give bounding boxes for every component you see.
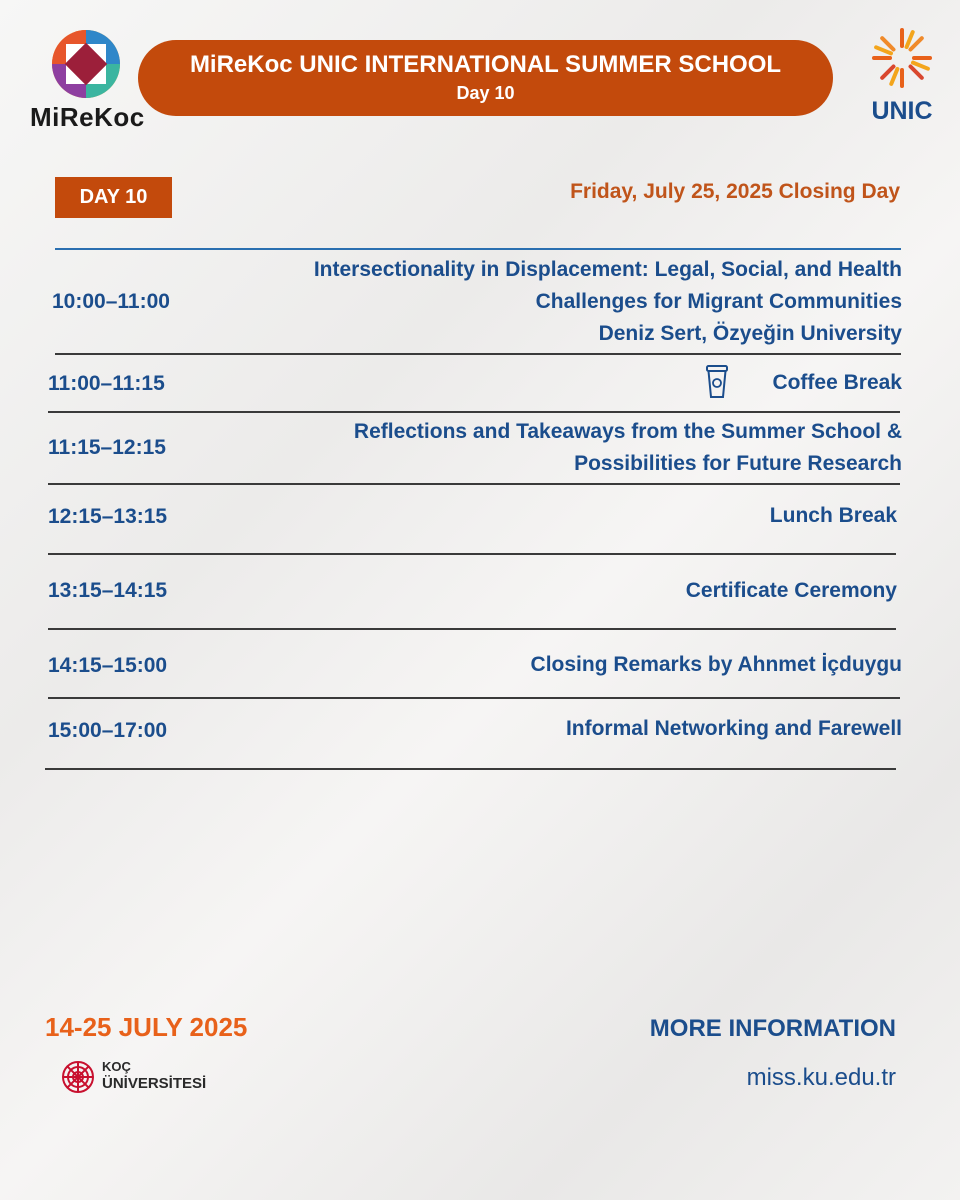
session-line: Reflections and Takeaways from the Summer School & (353, 420, 902, 443)
session-title (566, 713, 902, 745)
session-time: 12:15–13:15 (48, 505, 168, 528)
session-time: 11:15–12:15 (48, 436, 166, 459)
divider (48, 553, 896, 555)
coffee-cup-icon (704, 364, 730, 400)
session-title (314, 254, 902, 350)
koc-university-logo (58, 1058, 238, 1098)
day-date: Friday, July 25, 2025 Closing Day (570, 180, 900, 203)
session-time: 13:15–14:15 (48, 579, 168, 602)
session-time: 15:00–17:00 (48, 719, 168, 742)
divider (45, 768, 896, 770)
mirekoc-wordmark: MiReKoc (30, 102, 145, 132)
divider (48, 411, 900, 413)
divider (48, 697, 900, 699)
unic-logo (862, 26, 942, 126)
event-dates: 14-25 JULY 2025 (45, 1012, 248, 1042)
session-speaker: Deniz Sert, Özyeğin University (598, 322, 902, 345)
session-line: Closing Remarks by Ahnmet İçduygu (530, 653, 902, 676)
session-line: Intersectionality in Displacement: Legal, Social, and Health (313, 258, 902, 281)
mirekoc-logo (30, 28, 145, 133)
divider (48, 483, 900, 485)
session-time: 11:00–11:15 (48, 372, 165, 395)
koc-wordmark-line2: ÜNİVERSİTESİ (102, 1075, 207, 1092)
unic-wordmark: UNIC (871, 97, 933, 125)
koc-emblem-icon (58, 1060, 98, 1094)
session-title (686, 575, 897, 607)
session-title (772, 367, 902, 399)
divider (48, 628, 896, 630)
unic-sunburst-icon (867, 26, 937, 94)
session-title (354, 416, 902, 480)
koc-wordmark-line1: KOÇ (102, 1059, 131, 1074)
divider (55, 248, 901, 250)
session-line: Coffee Break (772, 371, 902, 394)
event-subtitle: Day 10 (456, 83, 515, 103)
session-line: Challenges for Migrant Communities (535, 290, 902, 313)
session-title (770, 500, 897, 532)
day-badge: DAY 10 (55, 177, 172, 218)
more-information-heading: MORE INFORMATION (649, 1015, 896, 1042)
session-title (531, 649, 902, 681)
title-banner (138, 40, 833, 116)
event-title: MiReKoc UNIC INTERNATIONAL SUMMER SCHOOL (189, 51, 782, 78)
mirekoc-emblem-icon (50, 28, 122, 100)
divider (55, 353, 901, 355)
session-line: Certificate Ceremony (685, 579, 897, 602)
session-time: 10:00–11:00 (52, 290, 170, 313)
session-line: Possibilities for Future Research (574, 452, 902, 475)
session-time: 14:15–15:00 (48, 654, 168, 677)
website-link[interactable]: miss.ku.edu.tr (746, 1064, 896, 1091)
session-line: Informal Networking and Farewell (565, 717, 902, 740)
session-line: Lunch Break (769, 504, 897, 527)
